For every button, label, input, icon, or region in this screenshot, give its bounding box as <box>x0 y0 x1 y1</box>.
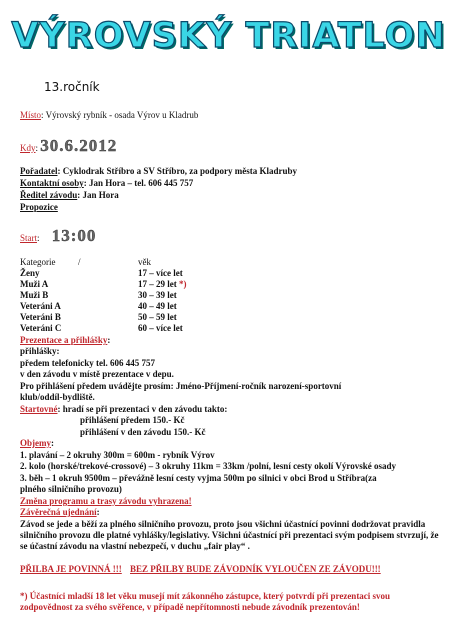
date-sep: : <box>35 143 39 153</box>
volumes-sep: : <box>51 438 54 448</box>
volumes-swim: 1. plavání – 2 okruhy 300m = 600m - rybník Výrov <box>20 450 215 460</box>
category-row <box>20 279 320 290</box>
category-age: 17 – více let <box>138 268 183 278</box>
registration-sep: : <box>107 335 111 345</box>
rules-label: Propozice <box>20 202 58 212</box>
start-value: 13:00 <box>51 226 97 245</box>
fee-label: Startovné <box>20 404 58 414</box>
category-header-age: věk <box>138 257 151 267</box>
final-label: Závěrečná ujednání <box>20 507 97 517</box>
category-age: 40 – 49 let <box>138 301 177 311</box>
director-label: Ředitel závodu <box>20 190 78 200</box>
category-row <box>20 290 320 301</box>
place-label: Místo <box>20 110 42 120</box>
category-age: 17 – 29 let <box>138 279 177 289</box>
volumes-label: Objemy <box>20 438 51 448</box>
category-header <box>20 257 320 268</box>
place-value: : Výrovský rybník - osada Výrov u Kladrub <box>41 110 199 120</box>
volumes-run-note: plného silničního provozu) <box>20 484 122 494</box>
place-line <box>20 110 198 121</box>
registration-heading <box>20 335 110 346</box>
footnote: *) Účastníci mladší 18 let věku musejí mít zákonného zástupce, který potvrdí při prezentaci svou zodpovědnost za svého svěřence, v případě nepřítomnosti nebude závodník prezentován! <box>20 591 391 612</box>
fee-text: : hradí se při prezentaci v den závodu takto: <box>57 404 228 414</box>
category-name: Muži A <box>20 279 49 289</box>
final-heading <box>20 507 100 518</box>
fee-line <box>20 404 227 415</box>
contact-line <box>20 178 193 189</box>
category-row <box>20 268 320 279</box>
category-age: 60 – více let <box>138 323 183 333</box>
final-sep: : <box>96 507 100 517</box>
fee-advance: přihlášení předem 150.- Kč <box>80 415 185 425</box>
director-value: : Jan Hora <box>77 190 119 200</box>
category-name: Veteráni A <box>20 301 61 311</box>
date-label: Kdy <box>20 143 36 153</box>
category-name: Veteráni B <box>20 312 61 322</box>
registration-line: přihlášky: <box>20 346 60 356</box>
category-name: Veteráni C <box>20 323 62 333</box>
helmet-line <box>20 564 381 575</box>
volumes-run: 3. běh – 1 okruh 9500m – převážně lesní cesty vyjma 500m po silnici v obci Brod u Stříbra(za <box>20 473 377 483</box>
start-sep: : <box>37 233 40 243</box>
registration-line: v den závodu v místě prezentace v depu. <box>20 369 174 379</box>
registration-line: klub/oddíl-bydliště. <box>20 392 95 402</box>
organizer-line <box>20 166 297 177</box>
category-row <box>20 301 320 312</box>
category-age: 30 – 39 let <box>138 290 177 300</box>
category-header-sep: / <box>78 257 81 267</box>
volumes-bike: 2. kolo (horské/trekové-crossové) – 3 okruhy 11km = 33km /polní, lesní cesty okolí Výrovské osady <box>20 461 396 471</box>
category-note: *) <box>176 279 187 289</box>
helmet-required: PŘILBA JE POVINNÁ !!! <box>20 564 122 574</box>
volumes-heading <box>20 438 54 449</box>
category-name: Ženy <box>20 268 40 278</box>
helmet-warning: BEZ PŘILBY BUDE ZÁVODNÍK VYLOUČEN ZE ZÁVODU!!! <box>130 564 381 574</box>
rules-line <box>20 202 58 213</box>
registration-line: předem telefonicky tel. 606 445 757 <box>20 358 155 368</box>
contact-label: Kontaktní osoby <box>20 178 84 188</box>
organizer-label: Pořadatel <box>20 166 58 176</box>
director-line <box>20 190 119 201</box>
date-value: 30.6.2012 <box>40 136 118 155</box>
date-line <box>20 136 117 158</box>
category-age: 50 – 59 let <box>138 312 177 322</box>
organizer-value: : Cyklodrak Stříbro a SV Stříbro, za podpory města Kladruby <box>57 166 298 176</box>
final-text: Závod se jede a běží za plného silničního provozu, proto jsou všichni účastnící povinni dodržovat pravidla silničního provozu dle platné vyhlášky/legislativy. Všichni účastnící při prezentaci svým podpisem stvrzují, že se účastní závodu na vlastní nebezpečí, v duchu „fair play“ . <box>20 519 439 551</box>
start-label: Start <box>20 233 37 243</box>
registration-label: Prezentace a přihlášky <box>20 335 108 345</box>
change-note: Změna programu a trasy závodu vyhrazena! <box>20 496 192 506</box>
registration-line: Pro přihlášení předem uvádějte prosím: Jméno-Příjmení-ročník narození-sportovní <box>20 381 342 391</box>
page-title: VÝROVSKÝ TRIATLON <box>11 16 446 56</box>
category-name: Muži B <box>20 290 49 300</box>
category-row <box>20 312 320 323</box>
category-row <box>20 323 320 334</box>
fee-onsite: přihlášení v den závodu 150.- Kč <box>80 427 206 437</box>
category-header-cat: Kategorie <box>20 257 56 267</box>
start-line <box>20 226 96 248</box>
edition-label: 13.ročník <box>44 80 100 94</box>
contact-value: : Jan Hora – tel. 606 445 757 <box>83 178 194 188</box>
